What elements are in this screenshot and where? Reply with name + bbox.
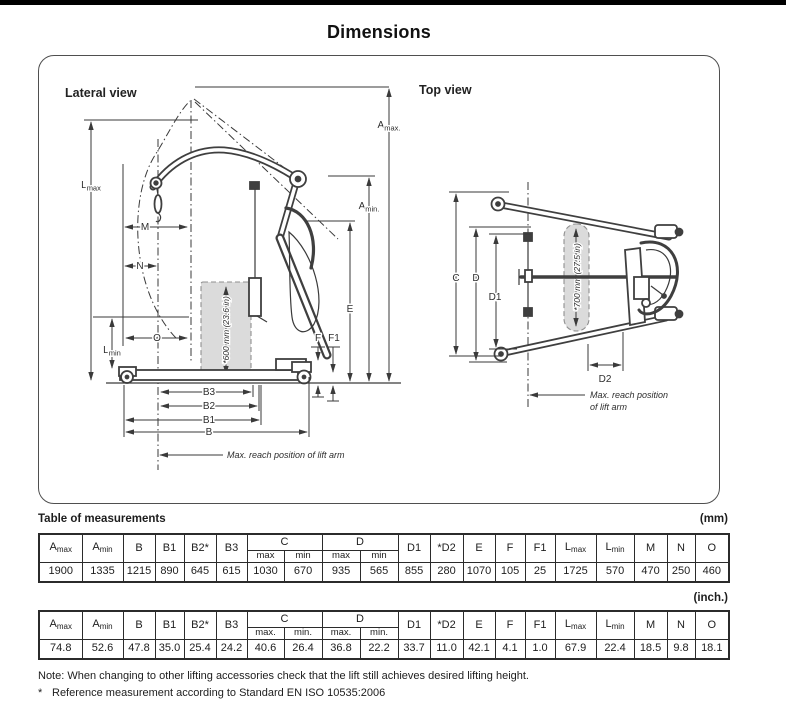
value-cell: 280	[430, 562, 463, 582]
th-cell: B2*	[184, 611, 216, 639]
lateral-view	[65, 86, 401, 470]
boom-range-line	[195, 102, 338, 239]
value-cell: 67.9	[555, 639, 596, 659]
hdr-sub: min	[99, 545, 113, 555]
value-cell: 52.6	[82, 639, 123, 659]
label-amin-sub: min.	[365, 204, 380, 214]
lower-leg-cap-pin	[499, 352, 503, 356]
base-frame	[120, 370, 298, 380]
measurement-table-inch	[38, 610, 730, 660]
value-cell: 42.1	[463, 639, 495, 659]
th-cell: B	[123, 611, 155, 639]
front-caster-hub	[126, 376, 129, 379]
measurement-table-mm	[38, 533, 730, 583]
value-cell: 36.8	[322, 639, 360, 659]
hdr-text: L	[564, 618, 572, 631]
th-cell	[555, 534, 596, 562]
th-cell: O	[695, 534, 729, 562]
label-f: F	[314, 333, 322, 344]
hdr-text: L	[605, 618, 612, 631]
th-cell: M	[634, 534, 667, 562]
hdr-text: A	[92, 618, 100, 631]
label-d2: D2	[598, 374, 612, 385]
label-m: M	[140, 222, 150, 233]
dimensions-diagram	[39, 56, 718, 502]
table-row	[39, 562, 729, 582]
hdr-sub: min	[99, 622, 113, 632]
th-cell: N	[667, 611, 695, 639]
hdr-text: L	[564, 541, 572, 554]
th-cell: M	[634, 611, 667, 639]
actuator-top-clevis	[250, 182, 259, 189]
actuator-cylinder	[249, 278, 261, 316]
th-cell-group-c: C	[247, 611, 322, 627]
th-cell	[596, 611, 634, 639]
hdr-sub: max	[56, 622, 72, 632]
hdr-sub: min	[611, 622, 625, 632]
value-cell: 645	[184, 562, 216, 582]
value-cell: 460	[695, 562, 729, 582]
th-cell	[555, 611, 596, 639]
value-cell: 24.2	[216, 639, 247, 659]
hdr-sub: max	[56, 545, 72, 555]
th-cell: *D2	[430, 611, 463, 639]
th-cell: F	[495, 611, 525, 639]
value-cell: 18.1	[695, 639, 729, 659]
value-cell: 855	[398, 562, 430, 582]
steer-rod-coupler	[525, 270, 532, 282]
value-cell: 11.0	[430, 639, 463, 659]
label-b3: B3	[202, 387, 216, 398]
hdr-text: L	[605, 541, 612, 554]
th-cell: D1	[398, 611, 430, 639]
subhdr-cell: min	[360, 550, 398, 562]
th-cell: N	[667, 534, 695, 562]
label-d1: D1	[488, 292, 502, 303]
raised-boom-line	[194, 99, 295, 176]
reference-note	[38, 687, 738, 699]
value-cell: 40.6	[247, 639, 284, 659]
th-cell-group-d: D	[322, 534, 398, 550]
max-reach-label-top-2: of lift arm	[590, 402, 628, 412]
hdr-sub: max	[571, 622, 587, 632]
subhdr-cell: max.	[322, 627, 360, 639]
label-amin-base: A	[358, 201, 366, 212]
table-section-header	[38, 513, 728, 525]
value-cell: 22.4	[596, 639, 634, 659]
value-cell: 33.7	[398, 639, 430, 659]
label-o: O	[153, 333, 161, 344]
th-cell: B3	[216, 534, 247, 562]
table-row	[39, 534, 729, 550]
max-reach-label-top-1: Max. reach position	[590, 390, 669, 400]
subhdr-cell: max	[322, 550, 360, 562]
value-cell: 1215	[123, 562, 155, 582]
th-cell: B	[123, 534, 155, 562]
value-cell: 1725	[555, 562, 596, 582]
th-cell: B1	[155, 534, 184, 562]
label-amax-sub: max.	[384, 123, 401, 133]
hdr-sub: min	[611, 545, 625, 555]
th-cell	[39, 611, 82, 639]
th-cell: E	[463, 534, 495, 562]
th-cell	[82, 534, 123, 562]
hook-mount-pin	[154, 181, 158, 185]
value-cell: 935	[322, 562, 360, 582]
inch-unit-row	[38, 592, 728, 604]
hdr-text: A	[92, 541, 100, 554]
subhdr-cell: min.	[360, 627, 398, 639]
subhdr-cell: min	[284, 550, 322, 562]
value-cell: 47.8	[123, 639, 155, 659]
label-b2: B2	[202, 401, 216, 412]
value-cell: 615	[216, 562, 247, 582]
dimensions-diagram-box	[38, 55, 720, 504]
label-c: C	[452, 273, 460, 284]
value-cell: 670	[284, 562, 322, 582]
lift-boom	[153, 150, 296, 187]
table-row	[39, 611, 729, 627]
label-b1: B1	[202, 415, 216, 426]
value-cell: 1030	[247, 562, 284, 582]
th-cell: B3	[216, 611, 247, 639]
note-text: Note: When changing to other lifting accessories check that the lift still achieves desired lifting height.	[38, 670, 529, 682]
upper-caster-block	[655, 225, 677, 238]
lower-caster-pin	[676, 311, 683, 318]
label-n: N	[136, 261, 144, 272]
label-f1: F1	[328, 333, 340, 344]
label-lmax-base: L	[81, 180, 87, 191]
label-amax-base: A	[377, 120, 385, 131]
pump-lever	[651, 286, 663, 295]
reference-text: Reference measurement according to Standard EN ISO 10535:2006	[52, 687, 386, 699]
value-cell: 1.0	[525, 639, 555, 659]
page-title: Dimensions	[326, 22, 432, 42]
th-cell-group-d: D	[322, 611, 398, 627]
top-view	[419, 83, 683, 412]
actuator-bottom-link	[257, 316, 267, 322]
th-cell	[82, 611, 123, 639]
th-cell: B1	[155, 611, 184, 639]
reference-asterisk: *	[38, 687, 43, 699]
value-cell: 74.8	[39, 639, 82, 659]
value-cell: 570	[596, 562, 634, 582]
pump-cap	[642, 299, 650, 307]
pump-body	[634, 277, 649, 299]
hdr-sub: max	[571, 545, 587, 555]
th-cell: F	[495, 534, 525, 562]
value-cell: 35.0	[155, 639, 184, 659]
hook-travel-arc	[138, 101, 190, 338]
value-cell: 1070	[463, 562, 495, 582]
value-cell: 565	[360, 562, 398, 582]
boom-pivot-pin	[296, 177, 301, 182]
subhdr-cell: min.	[284, 627, 322, 639]
subhdr-cell: max.	[247, 627, 284, 639]
value-cell: 1900	[39, 562, 82, 582]
label-lmin-base: L	[103, 345, 109, 356]
th-cell: B2*	[184, 534, 216, 562]
pump-lever-tip	[662, 294, 666, 298]
max-reach-label-lateral: Max. reach position of lift arm	[227, 450, 345, 460]
lateral-view-title: Lateral view	[65, 86, 137, 100]
label-lmax-sub: max	[86, 183, 101, 193]
unit-label-mm: (mm)	[699, 513, 728, 525]
value-cell: 26.4	[284, 639, 322, 659]
label-b: B	[205, 427, 213, 438]
upper-leg-cap-pin	[496, 202, 500, 206]
value-cell: 890	[155, 562, 184, 582]
value-cell: 470	[634, 562, 667, 582]
value-cell: 1335	[82, 562, 123, 582]
rear-caster-hub	[303, 376, 306, 379]
th-cell: E	[463, 611, 495, 639]
th-cell: O	[695, 611, 729, 639]
upper-caster-pin	[676, 229, 683, 236]
th-cell-group-c: C	[247, 534, 322, 550]
top-view-title: Top view	[419, 83, 472, 97]
unit-label-inch: (inch.)	[693, 592, 728, 604]
value-cell: 25.4	[184, 639, 216, 659]
th-cell	[39, 534, 82, 562]
hdr-text: A	[49, 618, 57, 631]
label-lmin-sub: min	[108, 348, 121, 358]
th-cell: D1	[398, 534, 430, 562]
value-cell: 9.8	[667, 639, 695, 659]
value-cell: 18.5	[634, 639, 667, 659]
value-cell: 25	[525, 562, 555, 582]
carabiner	[155, 195, 162, 213]
th-cell: F1	[525, 534, 555, 562]
subhdr-cell: max	[247, 550, 284, 562]
top-black-bar	[0, 0, 786, 5]
shaded-700-label: *700 mm (27.5 in)	[572, 243, 582, 311]
steer-rod-bottom-block	[524, 308, 532, 316]
label-e: E	[346, 304, 354, 315]
value-cell: 250	[667, 562, 695, 582]
value-cell: 22.2	[360, 639, 398, 659]
value-cell: 105	[495, 562, 525, 582]
th-cell: F1	[525, 611, 555, 639]
table-section-title: Table of measurements	[38, 513, 166, 525]
shaded-600-label: *600 mm (23.6 in)	[221, 296, 231, 364]
table-row	[39, 639, 729, 659]
value-cell: 4.1	[495, 639, 525, 659]
th-cell: *D2	[430, 534, 463, 562]
hdr-text: A	[49, 541, 57, 554]
label-d: D	[472, 273, 480, 284]
th-cell	[596, 534, 634, 562]
